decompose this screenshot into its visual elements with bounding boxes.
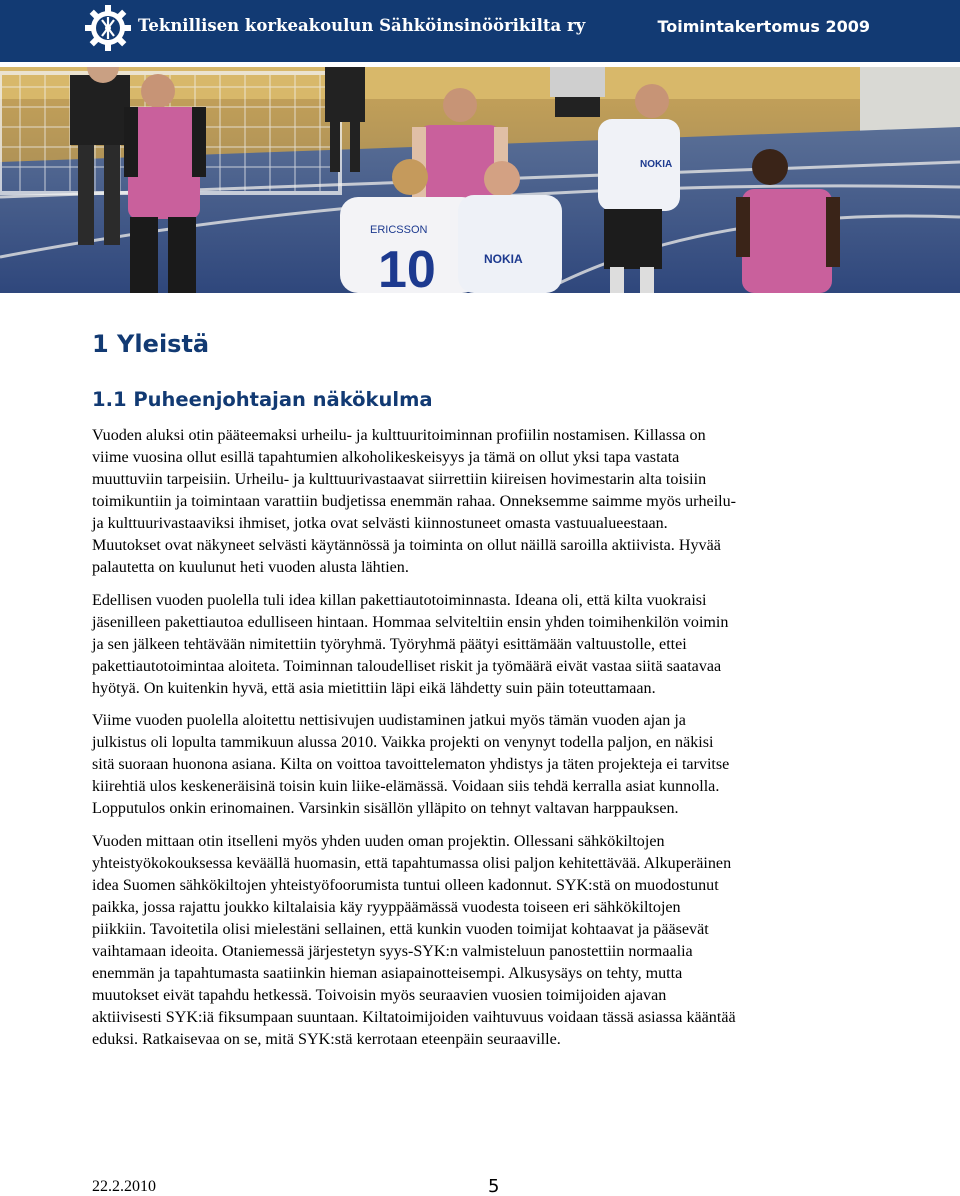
text-line: hyötyä. On kuitenkin hyvä, että asia mietittiin läpi eikä lähdetty suin päin toteuttamaan. — [92, 679, 656, 697]
text-line: yhteistyökokouksessa keväällä huomasin, että tapahtumassa olisi paljon kehitettävää. Alkuperäinen — [92, 854, 732, 872]
paragraph — [92, 710, 872, 820]
text-line: Lopputulos onkin erinomainen. Varsinkin sisällön ylläpito on tehnyt valtavan harppauksen. — [92, 800, 679, 817]
header-photo — [0, 67, 960, 293]
text-line: pakettiautotoimintaa aloiteta. Toiminnan taloudelliset riskit ja työmäärä eivät vastaa siitä saatavaa — [92, 657, 722, 675]
text-line: piikkiin. Tavoitetila olisi mielestäni sellainen, että kunkin vuoden toimijat kohtaavat ja pääsevät — [92, 920, 709, 938]
text-line: jäsenilleen pakettiautoa edulliseen hintaan. Hommaa selviteltiin ensin yhden toimihenkilön voimin — [92, 613, 729, 631]
guild-cog-logo-icon — [84, 4, 132, 52]
text-line: Viime vuoden puolella aloitettu nettisivujen uudistaminen jatkui myös tämän vuoden ajan ja — [92, 712, 686, 729]
text-line: Muutokset ovat näkyneet selvästi käytännössä ja toiminta on ollut näillä saroilla aktiivista. Hyvää — [92, 537, 721, 554]
text-line: muuttuviin tarpeisiin. Urheilu- ja kulttuurivastaavat siirrettiin kiireisen hovimestarin alta toisiin — [92, 471, 707, 488]
page-number: 5 — [488, 1176, 500, 1196]
text-line: Vuoden aluksi otin pääteemaksi urheilu- ja kulttuuritoiminnan profiilin nostamisen. Killassa on — [92, 427, 706, 444]
body-text — [92, 425, 872, 1061]
text-line: toimikuntiin ja toimintaan varattiin budjetissa enemmän rahaa. Onneksemme saimme myös urheilu- — [92, 493, 737, 510]
text-line: eduksi. Ratkaisevaa on se, mitä SYK:stä kerrotaan eteenpäin seuraaville. — [92, 1030, 561, 1048]
shirt-sponsor-text: NOKIA — [640, 159, 673, 170]
text-line: Edellisen vuoden puolella tuli idea killan pakettiautotoiminnasta. Ideana oli, että kilta vuokraisi — [92, 591, 707, 609]
text-line: enemmän ja tapahtumasta saatiinkin hieman asiapainotteisempi. Alkusysäys on tehty, mutta — [92, 964, 683, 982]
paragraph — [92, 425, 872, 579]
paragraph — [92, 590, 872, 700]
text-line: vaihtamaan ideoita. Otaniemessä järjestetyn syys-SYK:n valmisteluun panostettiin normaalia — [92, 942, 693, 960]
text-line: ja sen jälkeen tehtävään nimitettiin työryhmä. Työryhmä päätyi esittämään valtuustolle, ettei — [92, 635, 687, 653]
text-line: Vuoden mittaan otin itselleni myös yhden uuden oman projektin. Ollessani sähkökiltojen — [92, 832, 665, 850]
footer-date: 22.2.2010 — [92, 1178, 156, 1195]
text-line: viime vuosina ollut esillä tapahtumien alkoholikeskeisyys ja tämä on ollut yksi tapa vastata — [92, 449, 680, 466]
text-line: julkistus oli lopulta tammikuun alussa 2010. Vaikka projekti on venynyt todella paljon, en näkisi — [92, 734, 714, 751]
shirt-number: 10 — [378, 241, 436, 293]
report-title: Toimintakertomus 2009 — [657, 17, 870, 36]
text-line: paikka, jossa rajattu joukko kiltalaisia käy ryyppäämässä vuodesta toiseen eri sähkökiltojen — [92, 898, 681, 916]
section-heading: 1 Yleistä — [92, 330, 210, 358]
text-line: muutokset eivät tapahdu hetkessä. Toivoisin myös seuraavien vuosien toimijoiden ajavan — [92, 986, 667, 1004]
organization-name: Teknillisen korkeakoulun Sähköinsinöörikilta ry — [138, 16, 586, 35]
text-line: aktiivisesti SYK:iä fiksumpaan suuntaan. Kiltatoimijoiden vaihtuvuus voidaan tässä asiassa kääntää — [92, 1008, 736, 1026]
text-line: palautetta on kuulunut heti vuoden alusta lähtien. — [92, 559, 409, 576]
shirt-sponsor-text: ERICSSON — [370, 224, 428, 236]
paragraph — [92, 831, 872, 1051]
text-line: idea Suomen sähkökiltojen yhteistyöfoorumista tuntui olleen kadonnut. SYK:stä on muodostunut — [92, 876, 719, 894]
section-subheading: 1.1 Puheenjohtajan näkökulma — [92, 388, 433, 411]
text-line: ja kulttuurivastaaviksi ihmiset, jotka ovat selvästi kiinnostuneet omasta vastuualueestaan. — [92, 515, 668, 532]
page-header — [0, 0, 960, 62]
text-line: kiirehtiä ulos keskeneräisinä toisin kuin liike-elämässä. Voidaan siis tehdä kerralla asiat kunnolla. — [92, 778, 720, 795]
shirt-sponsor-text: NOKIA — [484, 252, 523, 266]
text-line: sitä suoraan huonona asiana. Kilta on voittoa tavoittelematon yhdistys ja täten projekteja ei tarvitse — [92, 756, 730, 773]
